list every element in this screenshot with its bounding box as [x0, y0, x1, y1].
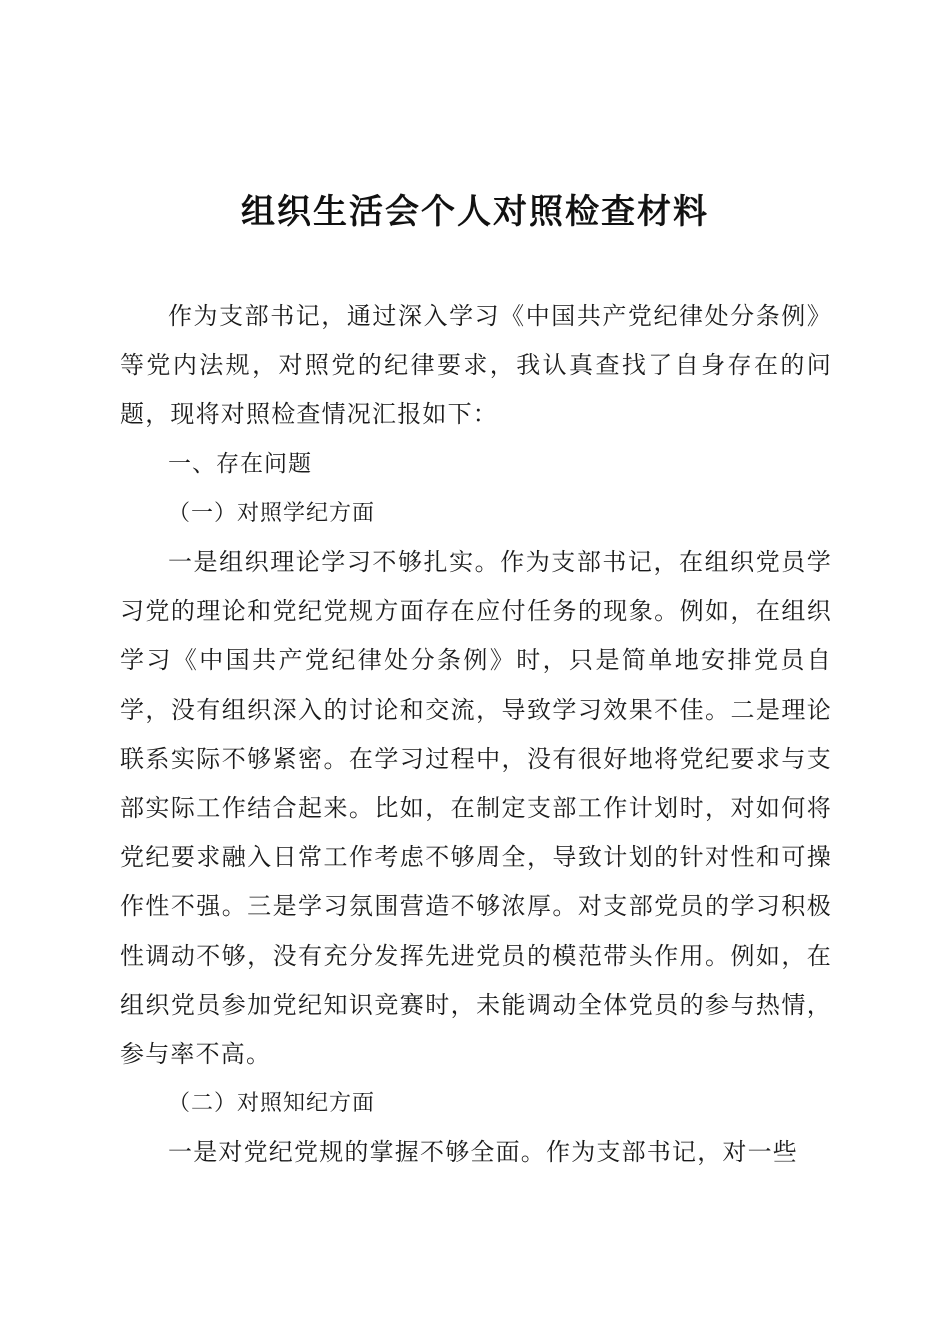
subsection-paragraph-study-discipline: 一是组织理论学习不够扎实。作为支部书记，在组织党员学习党的理论和党纪党规方面存在应付任务的现象。例如，在组织学习《中国共产党纪律处分条例》时，只是简单地安排党员自学，没有组织深入的讨论和交流，导致学习效果不佳。二是理论联系实际不够紧密。在学习过程中，没有很好地将党纪要求与支部实际工作结合起来。比如，在制定支部工作计划时，对如何将党纪要求融入日常工作考虑不够周全，导致计划的针对性和可操作性不强。三是学习氛围营造不够浓厚。对支部党员的学习积极性调动不够，没有充分发挥先进党员的模范带头作用。例如，在组织党员参加党纪知识竞赛时，未能调动全体党员的参与热情，参与率不高。 — [120, 548, 832, 1069]
subsection-paragraph-know-discipline: 一是对党纪党规的掌握不够全面。作为支部书记，对一些 — [168, 1138, 798, 1167]
section-heading-problems: 一、存在问题 — [168, 450, 312, 477]
subsection-heading-study-discipline: （一）对照学纪方面 — [168, 500, 376, 526]
document-body — [120, 292, 832, 1178]
intro-paragraph: 作为支部书记，通过深入学习《中国共产党纪律处分条例》等党内法规，对照党的纪律要求，我认真查找了自身存在的问题，现将对照检查情况汇报如下： — [120, 302, 832, 429]
subsection-heading-know-discipline: （二）对照知纪方面 — [168, 1091, 376, 1117]
document-title: 组织生活会个人对照检查材料 — [241, 192, 709, 232]
